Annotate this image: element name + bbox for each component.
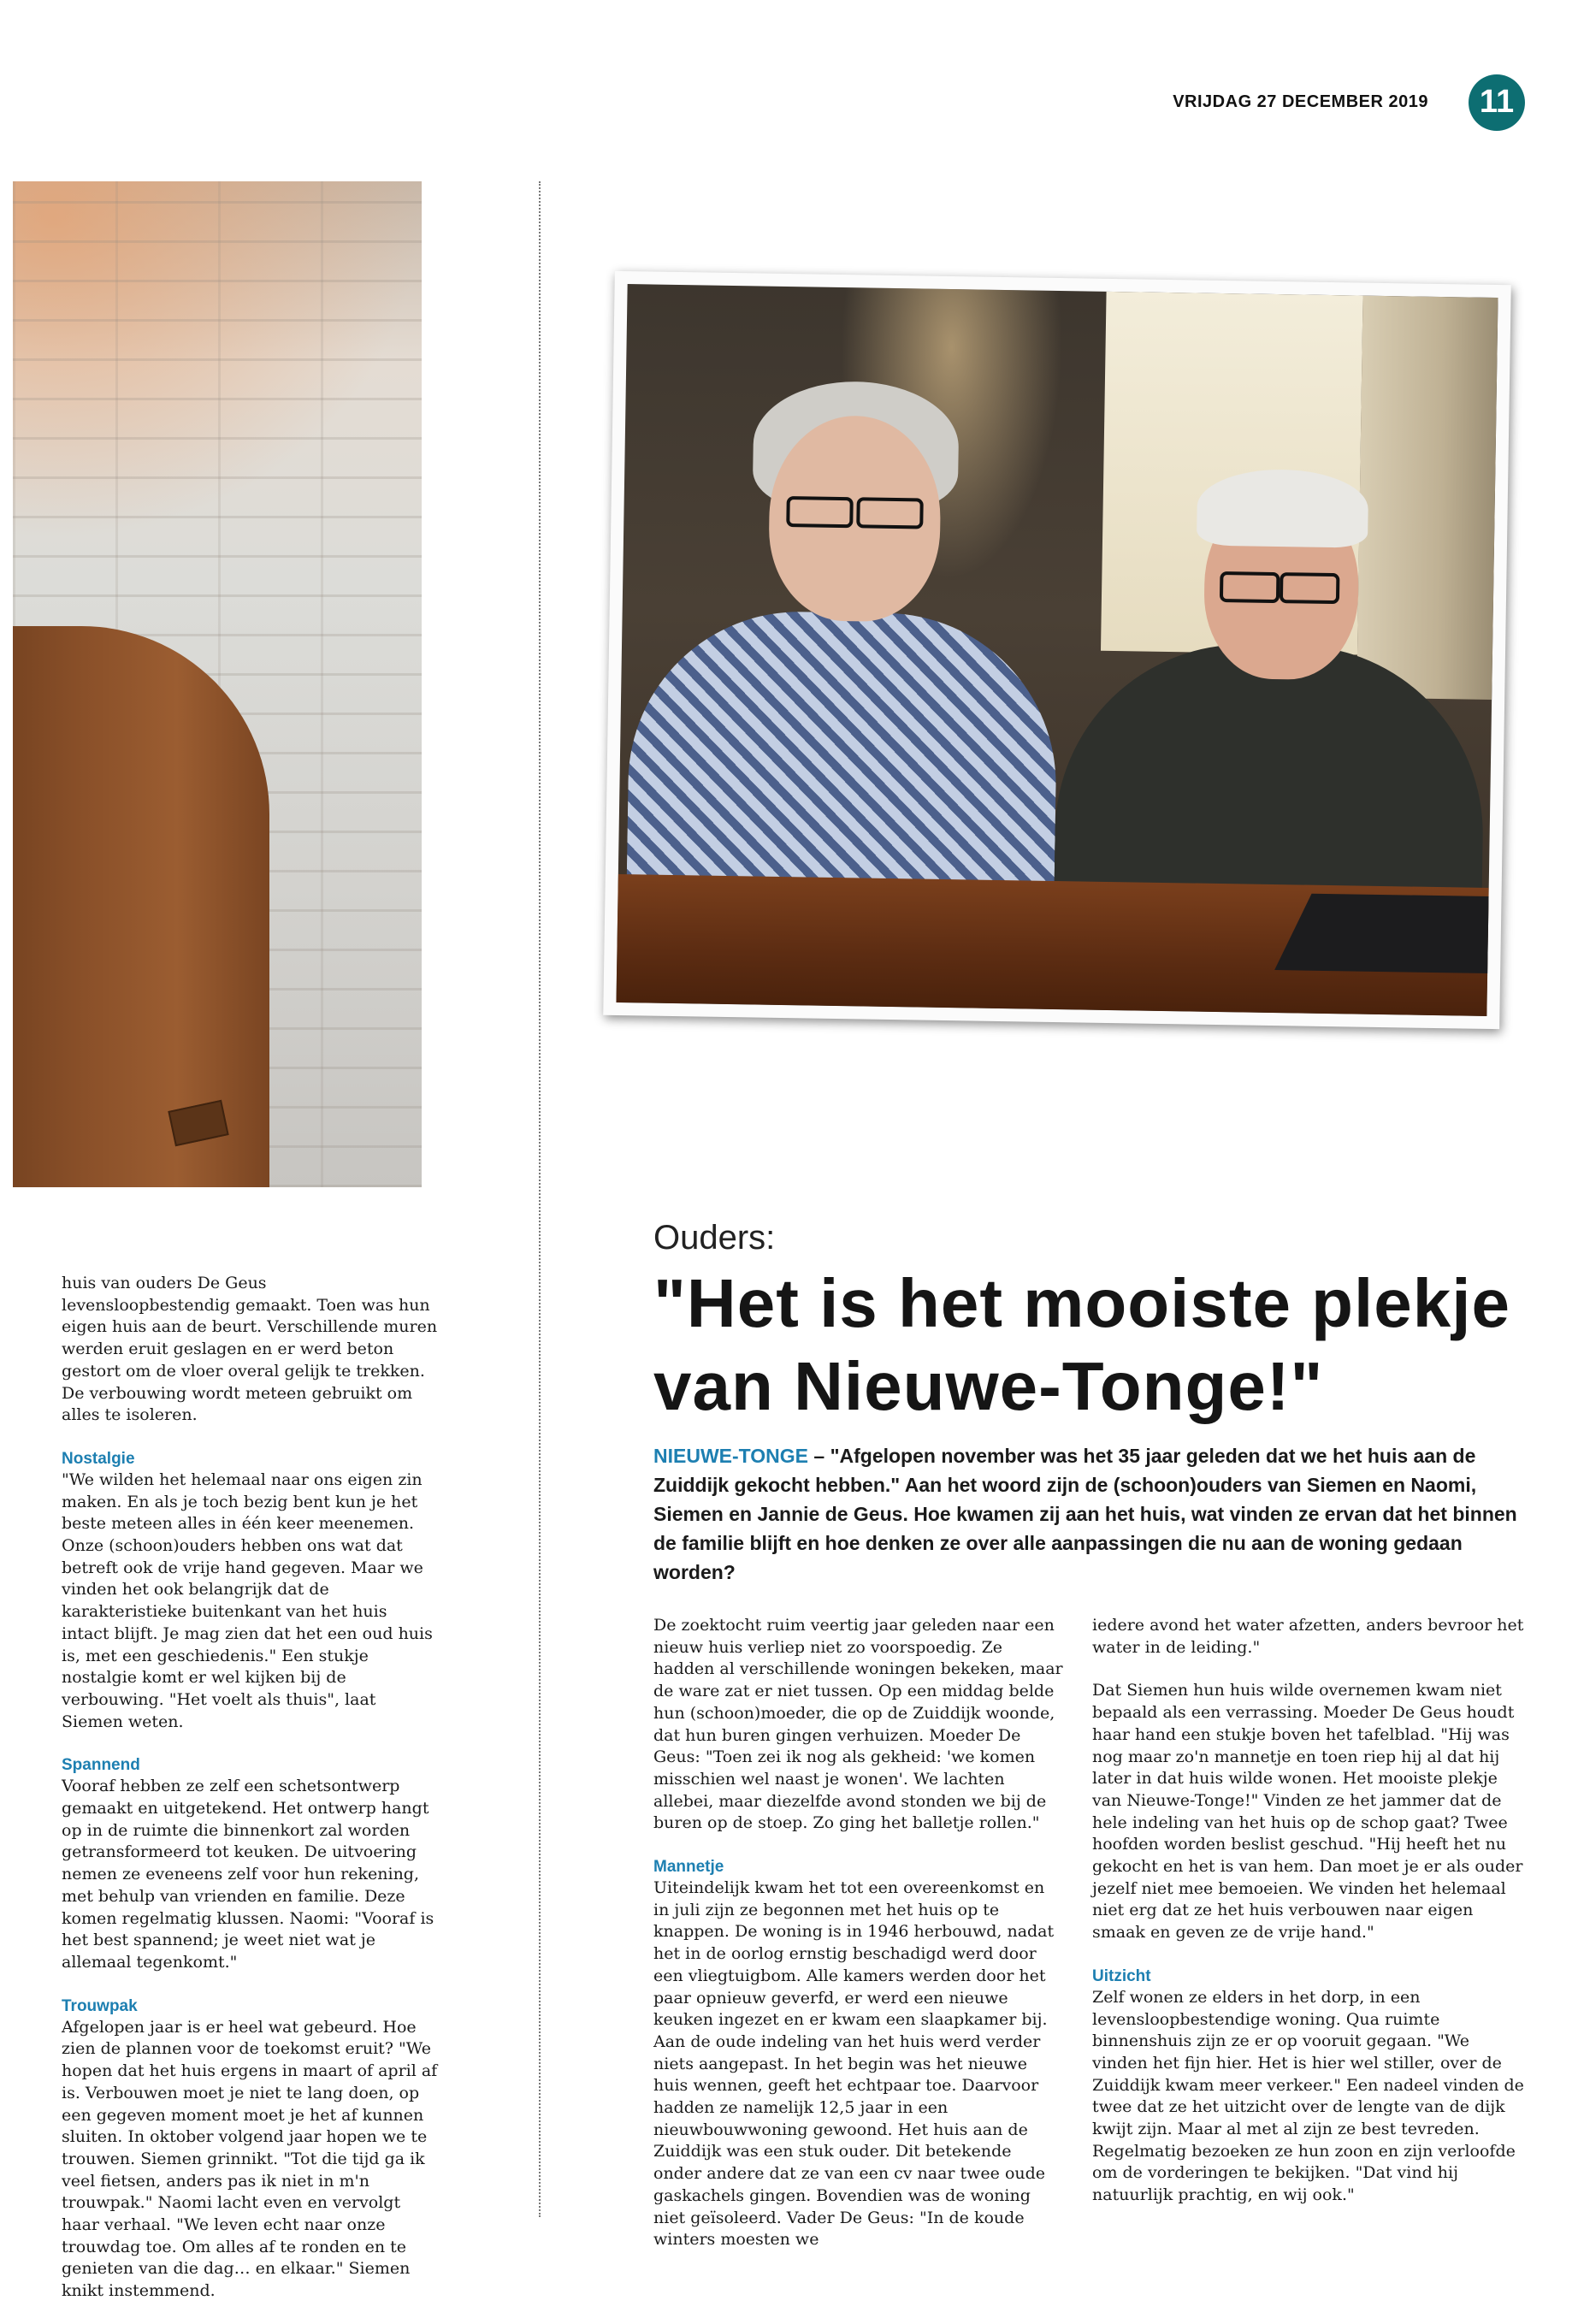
subhead-nostalgie: Nostalgie xyxy=(62,1449,135,1468)
article-kicker: Ouders: xyxy=(653,1219,776,1257)
paragraph: huis van ouders De Geus levensloopbestendig gemaakt. Toen was hun eigen huis aan de beurt. Verschillende muren werden eruit geslagen en er werd beton gestort om de vloer overal gelijk te trekken. De verbouwing wordt meteen gebruikt om alles te isoleren. xyxy=(62,1274,438,1425)
paragraph: De zoektocht ruim veertig jaar geleden naar een nieuw huis verliep niet zo voorspoedig. Ze hadden al verschillende woningen bekeken, maar de ware zat er niet tussen. Op een middag belde hun (schoon)moeder, die op de Zuiddijk woonde, dat hun buren gingen verhuizen. Moeder De Geus: "Toen zei ik nog als gekheid: 'we komen misschien wel naast je wonen'. We lachten allebei, maar diezelfde avond stonden we bij de buren op de stoep. Zo ging het balletje rollen." xyxy=(653,1616,1063,1833)
jacket-shape xyxy=(13,626,269,1187)
paragraph: "We wilden het helemaal naar ons eigen zin maken. En als je toch bezig bent kun je het beste meteen alles in één keer meenemen. Onze (schoon)ouders hebben ons wat dat betreft ook de vrije hand gegeven. Maar we vinden het ook belangrijk dat de karakteristieke buitenkant van het huis intact blijft. Je mag zien dat het een oud huis is, met een geschiedenis." Een stukje nostalgie komt er wel kijken bij de verbouwing. "Het voelt als thuis", laat Siemen weten. xyxy=(62,1470,433,1731)
column-left xyxy=(62,1273,438,2324)
subhead-trouwpak: Trouwpak xyxy=(62,1996,138,2015)
column-middle xyxy=(653,1615,1064,2273)
subhead-mannetje: Mannetje xyxy=(653,1858,724,1877)
paragraph: Vooraf hebben ze zelf een schetsontwerp gemaakt en uitgetekend. Het ontwerp hangt op in de ruimte die binnenkort zal worden getransformeerd tot keuken. De uitvoering nemen ze eveneens zelf voor hun rekening, met behulp van vrienden en familie. Deze komen regelmatig klussen. Naomi: "Vooraf is het best spannend; je weet niet wat je allemaal tegenkomt." xyxy=(62,1777,434,1972)
article-intro xyxy=(653,1441,1517,1587)
intro-text: – "Afgelopen november was het 35 jaar geleden dat we het huis aan de Zuiddijk gekocht hebben." Aan het woord zijn de (schoon)ouders van Siemen en Naomi, Siemen en Jannie de Geus. Hoe kwamen zij aan het huis, wat vinden ze ervan dat het binnen de familie blijft en hoe denken ze over alle aanpassingen die nu aan de woning gedaan worden? xyxy=(653,1445,1517,1583)
subhead-spannend: Spannend xyxy=(62,1756,140,1775)
issue-date: VRIJDAG 27 DECEMBER 2019 xyxy=(1173,92,1428,111)
paragraph: Uiteindelijk kwam het tot een overeenkomst en in juli zijn ze begonnen met het huis op te knappen. De woning is in 1946 herbouwd, nadat het in de oorlog ernstig beschadigd werd door een vliegtuigbom. Alle kamers werden door het paar opnieuw geverfd, er werd een nieuwe keuken ingezet en er kwam een slaapkamer bij. Aan de oude indeling van het huis werd verder niets aangepast. In het begin was het nieuwe huis wennen, geeft het echtpaar toe. Daarvoor hadden ze namelijk 12,5 jaar in een nieuwbouwwoning gewoond. Het huis aan de Zuiddijk was een stuk ouder. Dit betekende onder andere dat ze van een cv naar twee oude gaskachels gingen. Bovendien was de woning niet geïsoleerd. Vader De Geus: "In de koude winters moesten we xyxy=(653,1878,1055,2250)
intro-dateline: NIEUWE-TONGE xyxy=(653,1445,809,1467)
paragraph: iedere avond het water afzetten, anders bevroor het water in de leiding." xyxy=(1092,1616,1524,1657)
left-photo xyxy=(13,181,422,1187)
main-photo-frame xyxy=(603,271,1511,1029)
column-divider xyxy=(539,181,541,2217)
column-right xyxy=(1092,1615,1528,2228)
main-photo xyxy=(616,284,1498,1016)
paragraph: Afgelopen jaar is er heel wat gebeurd. Hoe zien de plannen voor de toekomst eruit? "We hopen dat het huis ergens in maart of april af is. Verbouwen moet je niet te lang doen, op een gegeven moment moet je het af kunnen sluiten. In oktober volgend jaar hopen we te trouwen. Siemen grinnikt. "Tot die tijd ga ik veel fietsen, anders pas ik niet in m'n trouwpak." Naomi lacht even en vervolgt haar verhaal. "We leven echt naar onze trouwdag toe. Om alles af te ronden en te genieten van die dag… en elkaar." Siemen knikt instemmend. xyxy=(62,2017,438,2301)
page-number-badge: 11 xyxy=(1469,74,1525,131)
article-headline: "Het is het mooiste plekje van Nieuwe-Tonge!" xyxy=(653,1265,1510,1424)
paragraph: Zelf wonen ze elders in het dorp, in een levensloopbestendige woning. Qua ruimte binnenshuis zijn ze er op vooruit gegaan. "We vinden het fijn hier. Het is hier wel stiller, over de Zuiddijk kwam meer verkeer." Een nadeel vinden de twee dat ze het uitzicht over de lengte van de dijk kwijt zijn. Maar al met al zijn ze best tevreden. Regelmatig bezoeken ze hun zoon en zijn verloofde om de vorderingen te bekijken. "Dat vind hij natuurlijk prachtig, en wij ook." xyxy=(1092,1987,1524,2205)
subhead-uitzicht: Uitzicht xyxy=(1092,1966,1151,1985)
paragraph: Dat Siemen hun huis wilde overnemen kwam niet bepaald als een verrassing. Moeder De Geus houdt haar hand een stukje boven het tafelblad. "Hij was nog maar zo'n mannetje en toen riep hij al dat hij later in dat huis wilde wonen. Het mooiste plekje van Nieuwe-Tonge!" Vinden ze het jammer dat de hele indeling van het huis op de schop gaat? Twee hoofden worden beslist geschud. "Hij heeft het nu gekocht en het is van hem. Dan moet je er als ouder jezelf niet mee bemoeien. We vinden het helemaal niet erg dat ze het huis verbouwen naar eigen smaak en geven ze de vrije hand." xyxy=(1092,1681,1523,1943)
